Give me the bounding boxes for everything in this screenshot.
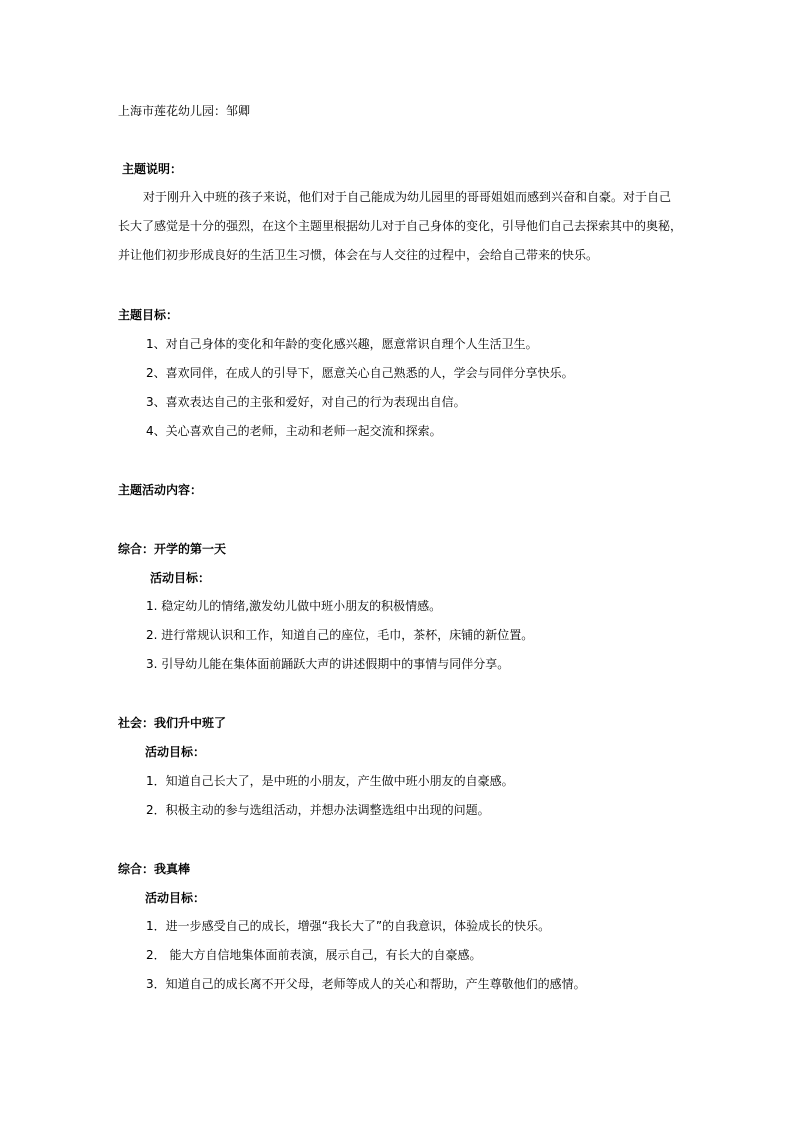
activity-goal-heading: 活动目标： [145, 745, 206, 759]
activity-goal-heading: 活动目标： [150, 571, 211, 585]
theme-description-line-1: 对于刚升入中班的孩子来说，他们对于自己能成为幼儿园里的哥哥姐姐而感到兴奋和自豪。对于自己 [143, 190, 672, 204]
activity-title: 综合：开学的第一天 [118, 542, 227, 556]
activity-goal-item: 2．积极主动的参与选组活动，并想办法调整选组中出现的问题。 [146, 803, 490, 817]
theme-description-line-2: 长大了感觉是十分的强烈，在这个主题里根据幼儿对于自己身体的变化，引导他们自己去探索其中的奥秘， [118, 219, 683, 233]
activity-goal-item: 3．知道自己的成长离不开父母，老师等成人的关心和帮助，产生尊敬他们的感情。 [146, 977, 586, 991]
theme-description-heading: 主题说明： [122, 162, 183, 176]
activity-goal-heading: 活动目标： [145, 891, 206, 905]
activity-goal-item: 1．进一步感受自己的成长，增强“我长大了”的自我意识，体验成长的快乐。 [146, 919, 551, 933]
theme-goal-item: 3、喜欢表达自己的主张和爱好，对自己的行为表现出自信。 [146, 395, 466, 409]
activity-goal-item: 2． 能大方自信地集体面前表演，展示自己，有长大的自豪感。 [146, 948, 482, 962]
activity-goal-item: 1. 稳定幼儿的情绪,激发幼儿做中班小朋友的积极情感。 [146, 599, 442, 613]
activity-goal-item: 1．知道自己长大了，是中班的小朋友，产生做中班小朋友的自豪感。 [146, 774, 514, 788]
activity-title: 社会：我们升中班了 [118, 716, 227, 730]
theme-goal-item: 2、喜欢同伴，在成人的引导下，愿意关心自己熟悉的人，学会与同伴分享快乐。 [146, 366, 574, 380]
theme-description-line-3: 并让他们初步形成良好的生活卫生习惯，体会在与人交往的过程中，会给自己带来的快乐。 [118, 248, 599, 262]
activity-title: 综合：我真棒 [118, 862, 191, 876]
theme-goals-heading: 主题目标： [118, 308, 179, 322]
theme-goal-item: 4、关心喜欢自己的老师，主动和老师一起交流和探索。 [146, 424, 442, 438]
theme-activities-heading: 主题活动内容： [118, 483, 203, 497]
author-line: 上海市莲花幼儿园：邹卿 [118, 104, 251, 118]
activity-goal-item: 2. 进行常规认识和工作，知道自己的座位，毛巾，茶杯，床铺的新位置。 [146, 628, 534, 642]
theme-goal-item: 1、对自己身体的变化和年龄的变化感兴趣，愿意常识自理个人生活卫生。 [146, 337, 538, 351]
activity-goal-item: 3. 引导幼儿能在集体面前踊跃大声的讲述假期中的事情与同伴分享。 [146, 657, 510, 671]
